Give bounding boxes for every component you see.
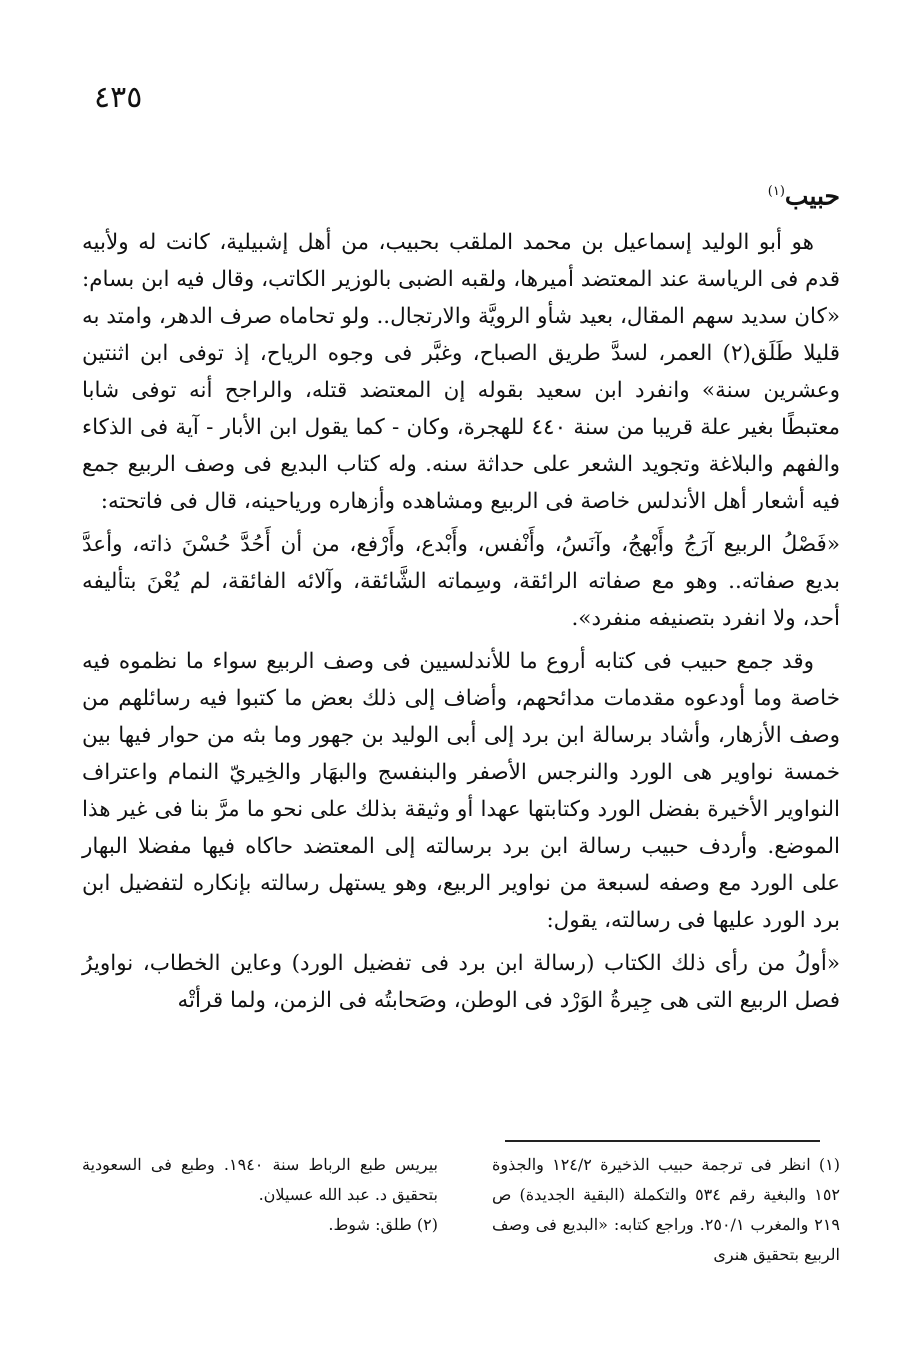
footnote-2: (٢) طلق: شوط. (328, 1215, 438, 1234)
main-text (82, 170, 840, 1025)
quote-letter: «أولُ من رأى ذلك الكتاب (رسالة ابن برد فى تفضيل الورد) وعاين الخطاب، نواويرُ فصل الربيع التى هى جِيرةُ الوَرْد فى الوطن، وصَحابتُه فى الزمن، ولما قرأتْه (82, 951, 840, 1014)
footnotes-left-column (82, 1150, 438, 1240)
heading-footnote-ref: (١) (767, 184, 785, 199)
paragraph-biography: هو أبو الوليد إسماعيل بن محمد الملقب بحبيب، من أهل إشبيلية، كانت له ولأبيه قدم فى الرياسة عند المعتضد أميرها، ولقبه الضبى بالوزير الكاتب، وقال فيه ابن بسام: «كان سديد سهم المقال، بعيد شأو الرويَّة والارتجال.. ولو تحاماه صرف الدهر، وامتد به قليلا طَلَق(٢) العمر، لسدَّ طريق الصباح، وغبَّر فى وجوه الرياح، إذ توفى ابن اثنتين وعشرين سنة» وانفرد ابن سعيد بقوله إن المعتضد قتله، والراجح أنه توفى شابا معتبطًا بغير علة قريبا من سنة ٤٤٠ للهجرة، وكان - كما يقول ابن الأبار - آية فى الذكاء والفهم والبلاغة وتجويد الشعر على حداثة سنه. وله كتاب البديع فى وصف الربيع جمع فيه أشعار أهل الأندلس خاصة فى الربيع ومشاهده وأزهاره ورياحينه، قال فى فاتحته: (82, 230, 840, 515)
footnotes (82, 1150, 840, 1290)
section-heading (82, 170, 840, 218)
paragraph-book-description: وقد جمع حبيب فى كتابه أروع ما للأندلسيين فى وصف الربيع سواء ما نظموه فيه خاصة وما أودعوه مقدمات مدائحهم، وأضاف إلى ذلك بعض ما كتبوا فيه رسائلهم من وصف الأزهار، وأشاد برسالة ابن برد إلى أبى الوليد بن جهور وما بثه من حوار فيها بين خمسة نواوير هى الورد والنرجس الأصفر والبنفسج والبهَار والخِيريّ النمام واعتراف النواوير الأخيرة بفضل الورد وكتابتها عهدا أو وثيقة بذلك على نحو ما مرَّ بنا فى غير هذا الموضع. وأردف حبيب رسالة ابن برد برسالته إلى المعتضد حاكاه فيها مفضلا البهار على الورد مع وصفه لسبعة من نواوير الربيع، وهو يستهل رسالته بإنكاره لتفضيل ابن برد الورد عليها فى رسالته، يقول: (82, 649, 840, 934)
footnote-1: (١) انظر فى ترجمة حبيب الذخيرة ١٢٤/٢ والجذوة ١٥٢ والبغية رقم ٥٣٤ والتكملة (البقية الجديدة) ص ٢١٩ والمغرب ٢٥٠/١. وراجع كتابه: «البديع فى وصف الربيع بتحقيق هنرى (492, 1155, 841, 1264)
quote-preface: «فَصْلُ الربيع آرَجُ وأَبْهجُ، وآنَسُ، وأَنْفس، وأَبْدع، وأَرْفع، من أن أَحُدَّ حُسْنَ ذاته، وأعدَّ بديع صفاته.. وهو مع صفاته الرائقة، وسِماته الشَّائقة، وآلائه الفائقة، لم يُعْنَ بتأليفه أحد، ولا انفرد بتصنيفه منفرد». (82, 532, 840, 632)
footnote-divider (505, 1140, 820, 1142)
footnotes-right-column (492, 1150, 840, 1270)
footnote-1-continued: بيريس طبع الرباط سنة ١٩٤٠. وطبع فى السعودية بتحقيق د. عبد الله عسيلان. (82, 1155, 439, 1204)
heading-title: حبيب (784, 181, 840, 211)
page-number: ٤٣٥ (94, 80, 143, 115)
